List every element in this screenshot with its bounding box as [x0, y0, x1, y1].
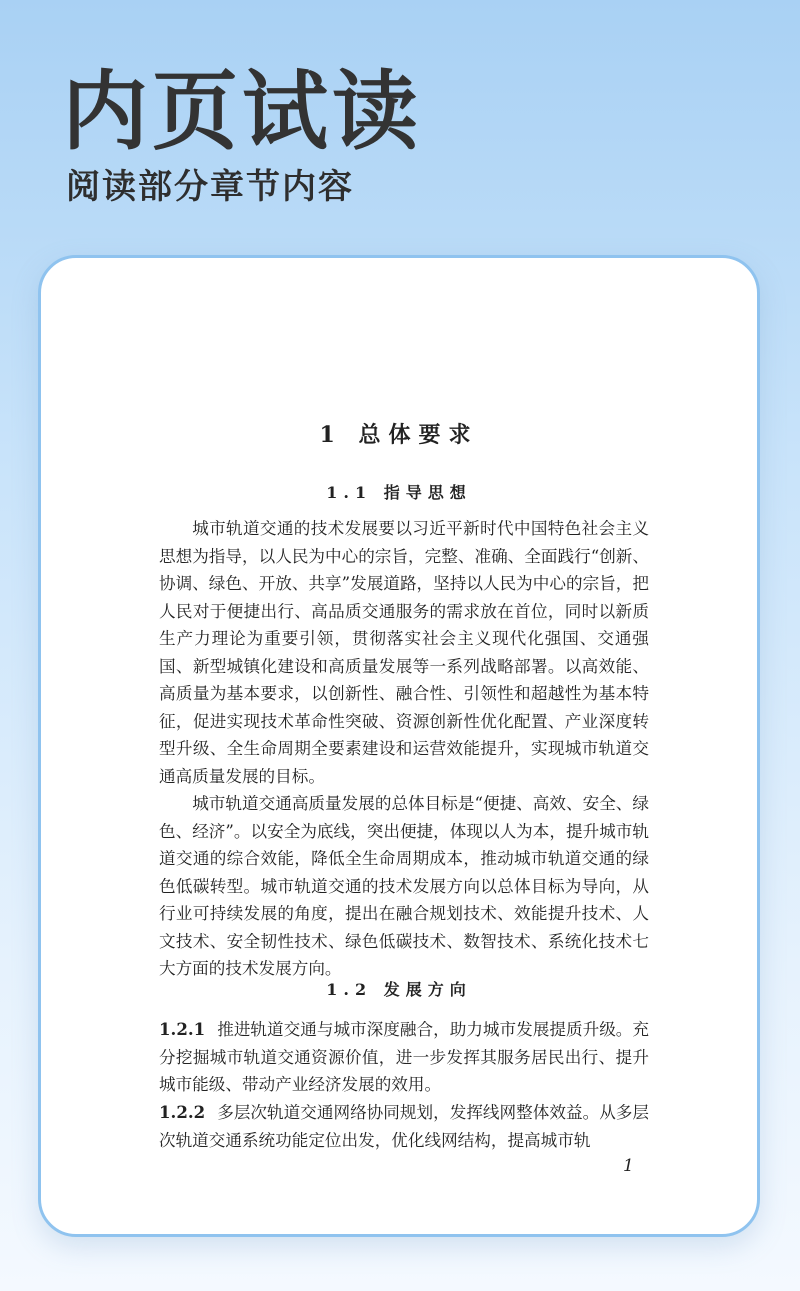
chapter-heading: 1 总体要求: [319, 422, 479, 448]
page-number: 1: [623, 1156, 634, 1176]
clause-text: 推进轨道交通与城市深度融合，助力城市发展提质升级。充分挖掘城市轨道交通资源价值，进一步发挥其服务居民出行、提升城市能级、带动产业经济发展的效用。: [159, 1020, 649, 1094]
clause-number: 1.2.1: [159, 1019, 206, 1039]
paragraph-overall-goal: 城市轨道交通高质量发展的总体目标是“便捷、高效、安全、绿色、经济”。以安全为底线，突出便捷，体现以人为本，提升城市轨道交通的综合效能，降低全生命周期成本，推动城市轨道交通的绿色低碳转型。城市轨道交通的技术发展方向以总体目标为导向，从行业可持续发展的角度，提出在融合规划技术、效能提升技术、人文技术、安全韧性技术、绿色低碳技术、数智技术、系统化技术七大方面的技术发展方向。: [159, 794, 649, 978]
clause-1-2-1: [159, 1016, 649, 1099]
book-page-card: [38, 255, 760, 1237]
clause-text: 多层次轨道交通网络协同规划，发挥线网整体效益。从多层次轨道交通系统功能定位出发，优化线网结构，提高城市轨: [159, 1103, 649, 1150]
paragraph-guiding-ideology: 城市轨道交通的技术发展要以习近平新时代中国特色社会主义思想为指导，以人民为中心的宗旨，完整、准确、全面践行“创新、协调、绿色、开放、共享”发展道路，坚持以人民为中心的宗旨，把人民对于便捷出行、高品质交通服务的需求放在首位，同时以新质生产力理论为重要引领，贯彻落实社会主义现代化强国、交通强国、新型城镇化建设和高质量发展等一系列战略部署。以高效能、高质量为基本要求，以创新性、融合性、引领性和超越性为基本特征，促进实现技术革命性突破、资源创新性优化配置、产业深度转型升级、全生命周期全要素建设和运营效能提升，实现城市轨道交通高质量发展的目标。: [159, 519, 649, 786]
clause-1-2-2: [159, 1099, 649, 1154]
clause-number: 1.2.2: [159, 1102, 206, 1122]
banner-title: 内页试读: [62, 62, 422, 162]
banner-subtitle: 阅读部分章节内容: [66, 167, 354, 207]
section-heading-1-2: 1.2 发展方向: [326, 980, 472, 999]
section-heading-1-1: 1.1 指导思想: [326, 483, 472, 502]
